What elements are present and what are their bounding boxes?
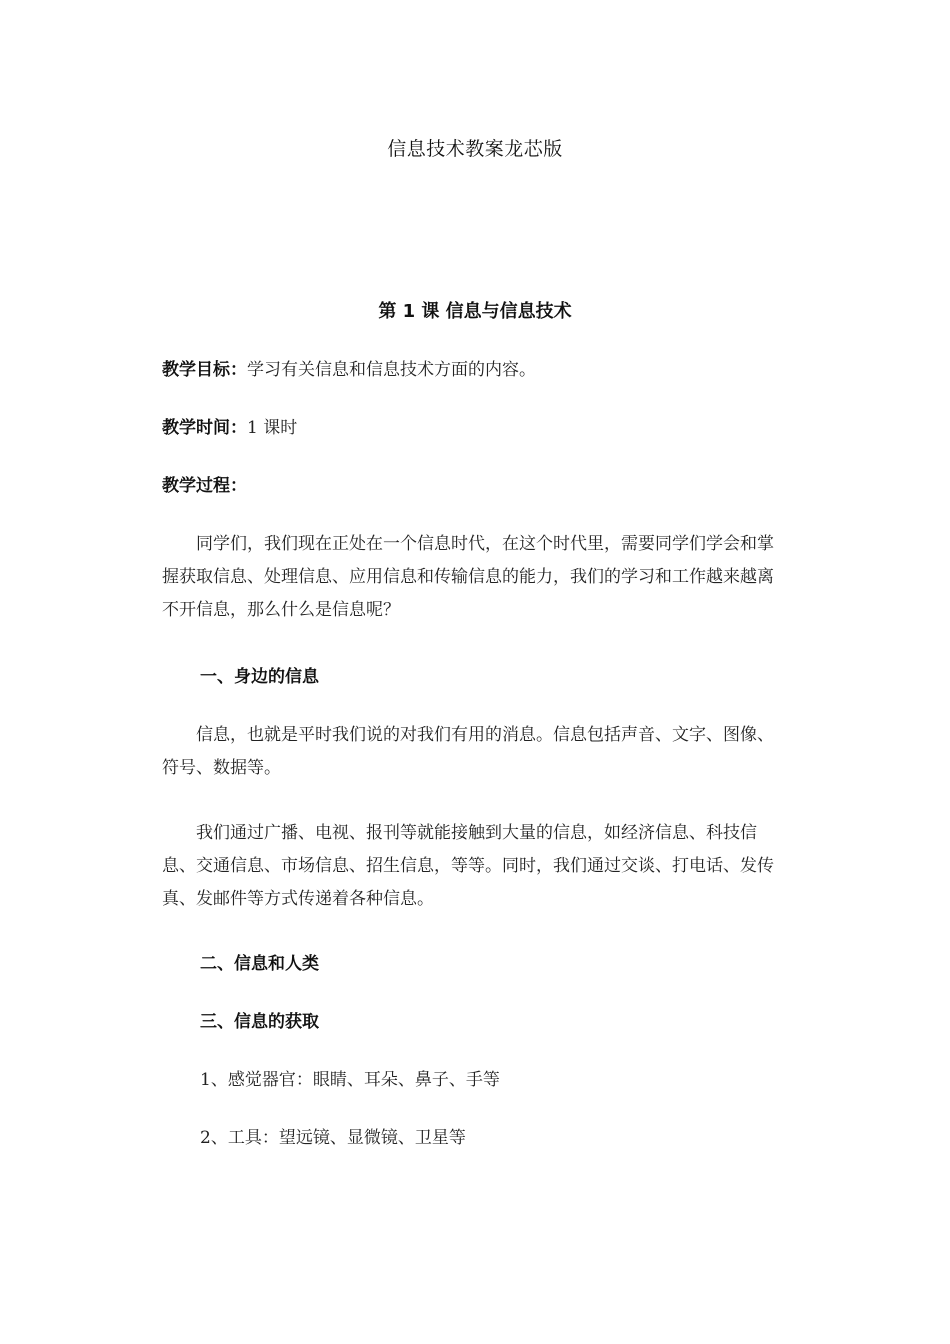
list-item: 2、工具：望远镜、显微镜、卫星等	[200, 1128, 466, 1148]
section-heading-surroundings: 一、身边的信息	[200, 667, 319, 687]
document-title: 信息技术教案龙芯版	[387, 138, 563, 160]
section-heading-acquisition: 三、信息的获取	[200, 1012, 319, 1032]
teaching-duration-text: 1 课时	[247, 418, 298, 438]
section1-paragraph-sources: 我们通过广播、电视、报刊等就能接触到大量的信息，如经济信息、科技信息、交通信息、市场信息、招生信息，等等。同时，我们通过交谈、打电话、发传真、发邮件等方式传递着各种信息。	[162, 823, 774, 909]
list-item: 1、感觉器官：眼睛、耳朵、鼻子、手等	[200, 1070, 500, 1090]
section-heading-humans: 二、信息和人类	[200, 954, 319, 974]
teaching-objective	[162, 354, 536, 387]
teaching-objective-label: 教学目标：	[162, 360, 247, 380]
intro-paragraph: 同学们，我们现在正处在一个信息时代，在这个时代里，需要同学们学会和掌握获取信息、处理信息、应用信息和传输信息的能力，我们的学习和工作越来越离不开信息，那么什么是信息呢？	[162, 534, 774, 620]
lesson-title: 第 1 课 信息与信息技术	[378, 301, 572, 322]
teaching-duration	[162, 412, 297, 445]
section1-paragraph-definition: 信息，也就是平时我们说的对我们有用的消息。信息包括声音、文字、图像、符号、数据等。	[162, 725, 774, 778]
teaching-duration-label: 教学时间：	[162, 418, 247, 438]
teaching-objective-text: 学习有关信息和信息技术方面的内容。	[247, 360, 536, 380]
teaching-process-label: 教学过程：	[162, 476, 247, 496]
teaching-process	[162, 470, 247, 503]
